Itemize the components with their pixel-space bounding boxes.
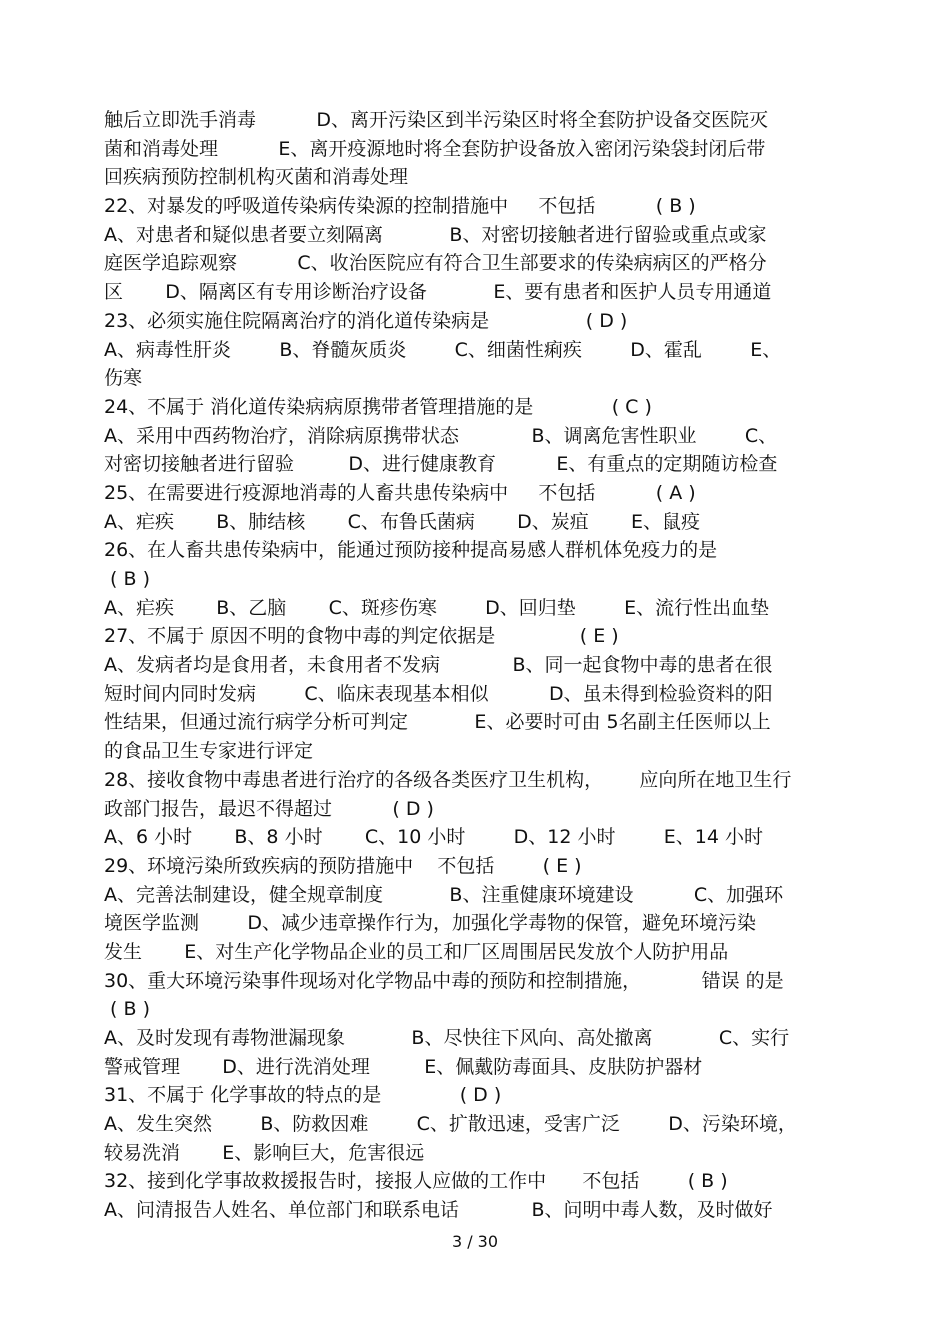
text-line: A、疟疾 B、肺结核 C、布鲁氏菌病 D、炭疽 E、鼠疫 bbox=[104, 510, 701, 533]
text-line: A、6 小时 B、8 小时 C、10 小时 D、12 小时 E、14 小时 bbox=[104, 826, 764, 849]
text-line: 回疾病预防控制机构灭菌和消毒处理 bbox=[104, 166, 409, 189]
text-line: A、采用中西药物治疗，消除病原携带状态 B、调离危害性职业 C、 bbox=[104, 424, 778, 447]
text-line: 短时间内同时发病 C、临床表现基本相似 D、虽未得到检验资料的阳 bbox=[104, 682, 773, 705]
question-32: 32、接到化学事故救援报告时，接报人应做的工作中 不包括 ( B ) bbox=[104, 1170, 728, 1193]
question-25: 25、在需要进行疫源地消毒的人畜共患传染病中 不包括 ( A ) bbox=[104, 481, 696, 504]
text-line: 触后立即洗手消毒 D、离开污染区到半污染区时将全套防护设备交医院灭 bbox=[104, 109, 769, 131]
text-line: A、疟疾 B、乙脑 C、斑疹伤寒 D、回归垫 E、流行性出血垫 bbox=[104, 596, 770, 619]
document-body bbox=[104, 106, 844, 1225]
text-line: 性结果，但通过流行病学分析可判定 E、必要时可由 5名副主任医师以上 bbox=[104, 711, 771, 734]
text-line: A、发生突然 B、防救因难 C、扩散迅速，受害广泛 D、污染环境， bbox=[104, 1113, 797, 1136]
text-line: 菌和消毒处理 E、离开疫源地时将全套防护设备放入密闭污染袋封闭后带 bbox=[104, 137, 766, 160]
text-line: A、病毒性肝炎 B、脊髓灰质炎 C、细菌性痢疾 D、霍乱 E、 bbox=[104, 338, 782, 361]
text-line: ( B ) bbox=[104, 998, 150, 1021]
text-line: 伤寒 bbox=[104, 367, 143, 390]
text-line: 庭医学追踪观察 C、收治医院应有符合卫生部要求的传染病病区的严格分 bbox=[104, 252, 767, 275]
text-line: A、完善法制建设，健全规章制度 B、注重健康环境建设 C、加强环 bbox=[104, 883, 784, 906]
question-27: 27、不属于 原因不明的食物中毒的判定依据是 ( E ) bbox=[104, 625, 619, 648]
page-number: 3 / 30 bbox=[451, 1232, 499, 1251]
question-31: 31、不属于 化学事故的特点的是 ( D ) bbox=[104, 1084, 502, 1107]
text-line: A、问清报告人姓名、单位部门和联系电话 B、问明中毒人数，及时做好 bbox=[104, 1199, 773, 1222]
question-26: 26、在人畜共患传染病中，能通过预防接种提高易感人群机体免疫力的是 bbox=[104, 539, 718, 562]
text-line: A、发病者均是食用者，未食用者不发病 B、同一起食物中毒的患者在很 bbox=[104, 654, 773, 677]
text-line: 警戒管理 D、进行洗消处理 E、佩戴防毒面具、皮肤防护器材 bbox=[104, 1055, 703, 1078]
question-28: 28、接收食物中毒患者进行治疗的各级各类医疗卫生机构， 应向所在地卫生行 bbox=[104, 768, 792, 791]
text-line: 发生 E、对生产化学物品企业的员工和厂区周围居民发放个人防护用品 bbox=[104, 940, 729, 963]
question-24: 24、不属于 消化道传染病病原携带者管理措施的是 ( C ) bbox=[104, 395, 652, 418]
question-30: 30、重大环境污染事件现场对化学物品中毒的预防和控制措施， 错误 的是 bbox=[104, 969, 784, 992]
text-line: 的食品卫生专家进行评定 bbox=[104, 740, 314, 763]
question-23: 23、必须实施住院隔离治疗的消化道传染病是 ( D ) bbox=[104, 309, 628, 332]
text-line: 政部门报告，最迟不得超过 ( D ) bbox=[104, 797, 434, 820]
text-line: ( B ) bbox=[104, 568, 150, 590]
text-line: 较易洗消 E、影响巨大，危害很远 bbox=[104, 1141, 425, 1164]
text-line: A、及时发现有毒物泄漏现象 B、尽快往下风向、高处撤离 C、实行 bbox=[104, 1027, 790, 1049]
text-line: 境医学监测 D、减少违章操作行为，加强化学毒物的保管，避免环境污染 bbox=[104, 912, 756, 935]
question-22: 22、对暴发的呼吸道传染病传染源的控制措施中 不包括 ( B ) bbox=[104, 195, 696, 218]
question-29: 29、环境污染所致疾病的预防措施中 不包括 ( E ) bbox=[104, 854, 582, 877]
text-line: 区 D、隔离区有专用诊断治疗设备 E、要有患者和医护人员专用通道 bbox=[104, 281, 772, 304]
text-line: 对密切接触者进行留验 D、进行健康教育 E、有重点的定期随访检查 bbox=[104, 453, 778, 476]
text-line: A、对患者和疑似患者要立刻隔离 B、对密切接触者进行留验或重点或家 bbox=[104, 223, 767, 246]
